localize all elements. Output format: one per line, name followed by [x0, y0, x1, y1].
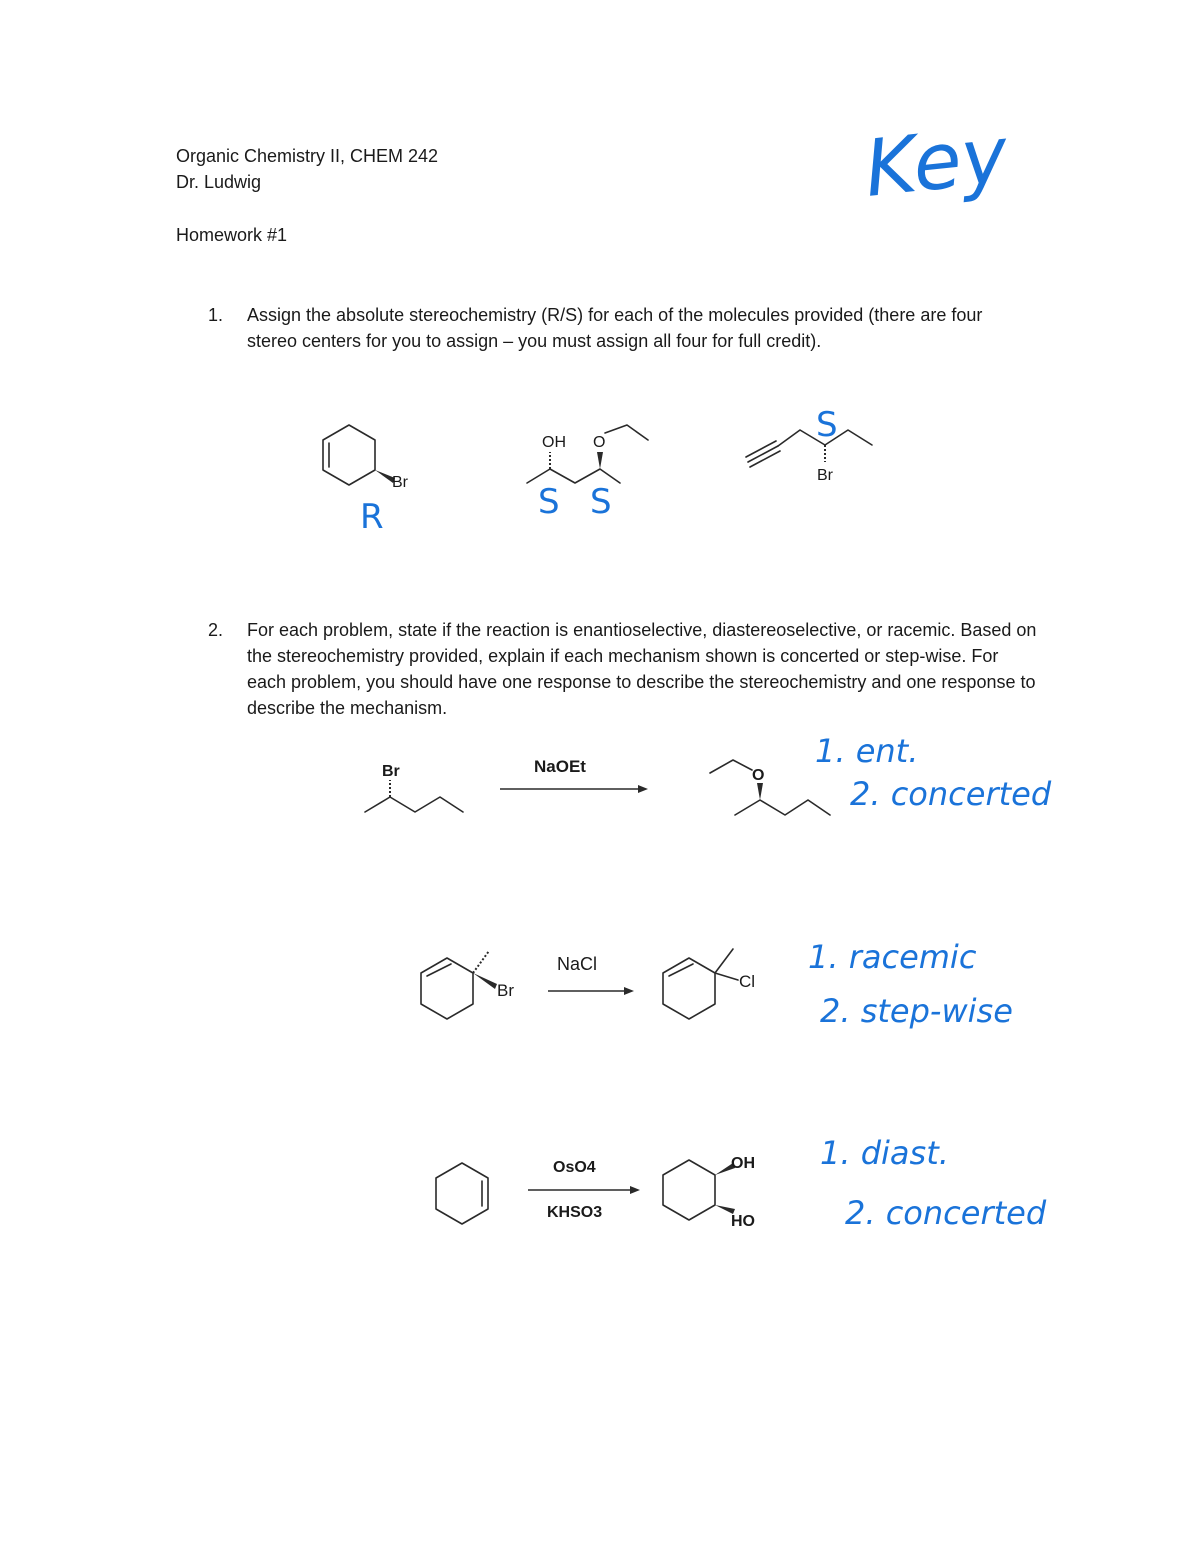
reaction-2-reactant: [421, 951, 497, 1019]
reaction-1-product: [710, 760, 830, 815]
molecule-1-atom-label: Br: [392, 474, 408, 491]
reaction-2-reactant-label: Br: [497, 981, 514, 1000]
reaction-3-arrow: [528, 1186, 640, 1194]
assignment-title: Homework #1: [176, 225, 288, 245]
question-2-text: For each problem, state if the reaction is enantioselective, diastereoselective, or racemic. Based on the stereochemistry provided, explain if each mechanism shown is concerted or step-wise. For each problem, you should have one response to describe the stereochemistry and one response to describe the mechanism.: [247, 620, 1037, 718]
molecule-3-atom-label: Br: [817, 467, 833, 484]
molecule-3-structure: [746, 430, 872, 467]
reaction-3-product: [663, 1160, 735, 1220]
reaction-1-answer-2: 2. concerted: [850, 775, 1052, 813]
reaction-1-arrow: [500, 785, 648, 793]
reaction-3-reagent-1: OsO4: [553, 1159, 596, 1176]
reaction-2-arrow: [548, 987, 634, 995]
molecule-3-answer: S: [816, 405, 838, 445]
instructor-name: Dr. Ludwig: [176, 172, 262, 192]
question-1-text: Assign the absolute stereochemistry (R/S) for each of the molecules provided (there are four stereo centers for you to assign – you must assign all four for full credit).: [247, 305, 983, 351]
reaction-2-reagent: NaCl: [557, 954, 598, 974]
molecule-2-answer-2: S: [590, 482, 612, 522]
reaction-1-reagent: NaOEt: [534, 757, 586, 776]
reaction-1-reactant: [365, 780, 463, 812]
reaction-3-answer-2: 2. concerted: [845, 1194, 1047, 1232]
reaction-3-reagent-2: KHSO3: [547, 1204, 603, 1221]
reaction-3-product-label-ho: HO: [731, 1213, 755, 1230]
reaction-2-product-label: Cl: [739, 972, 756, 991]
molecule-2-answer-1: S: [538, 482, 560, 522]
reaction-1-answer-1: 1. ent.: [815, 732, 919, 770]
reaction-3-answer-1: 1. diast.: [820, 1134, 949, 1172]
molecule-2-o-label: O: [593, 434, 606, 451]
reaction-2-product: [663, 949, 738, 1019]
reaction-2-answer-1: 1. racemic: [808, 938, 977, 976]
molecule-1-answer: R: [360, 497, 384, 537]
question-2-number: 2.: [208, 620, 224, 640]
molecule-2-oh-label: OH: [542, 434, 566, 451]
answer-key-mark: Key: [860, 110, 1012, 215]
molecule-1-structure: [323, 425, 395, 485]
course-title: Organic Chemistry II, CHEM 242: [176, 146, 439, 166]
question-1-number: 1.: [208, 305, 224, 325]
reaction-3-product-label-oh: OH: [731, 1155, 755, 1172]
reaction-2-answer-2: 2. step-wise: [820, 992, 1013, 1030]
reaction-1-reactant-label: Br: [382, 763, 400, 780]
reaction-1-product-label: O: [752, 767, 765, 784]
reaction-3-reactant: [436, 1163, 488, 1224]
